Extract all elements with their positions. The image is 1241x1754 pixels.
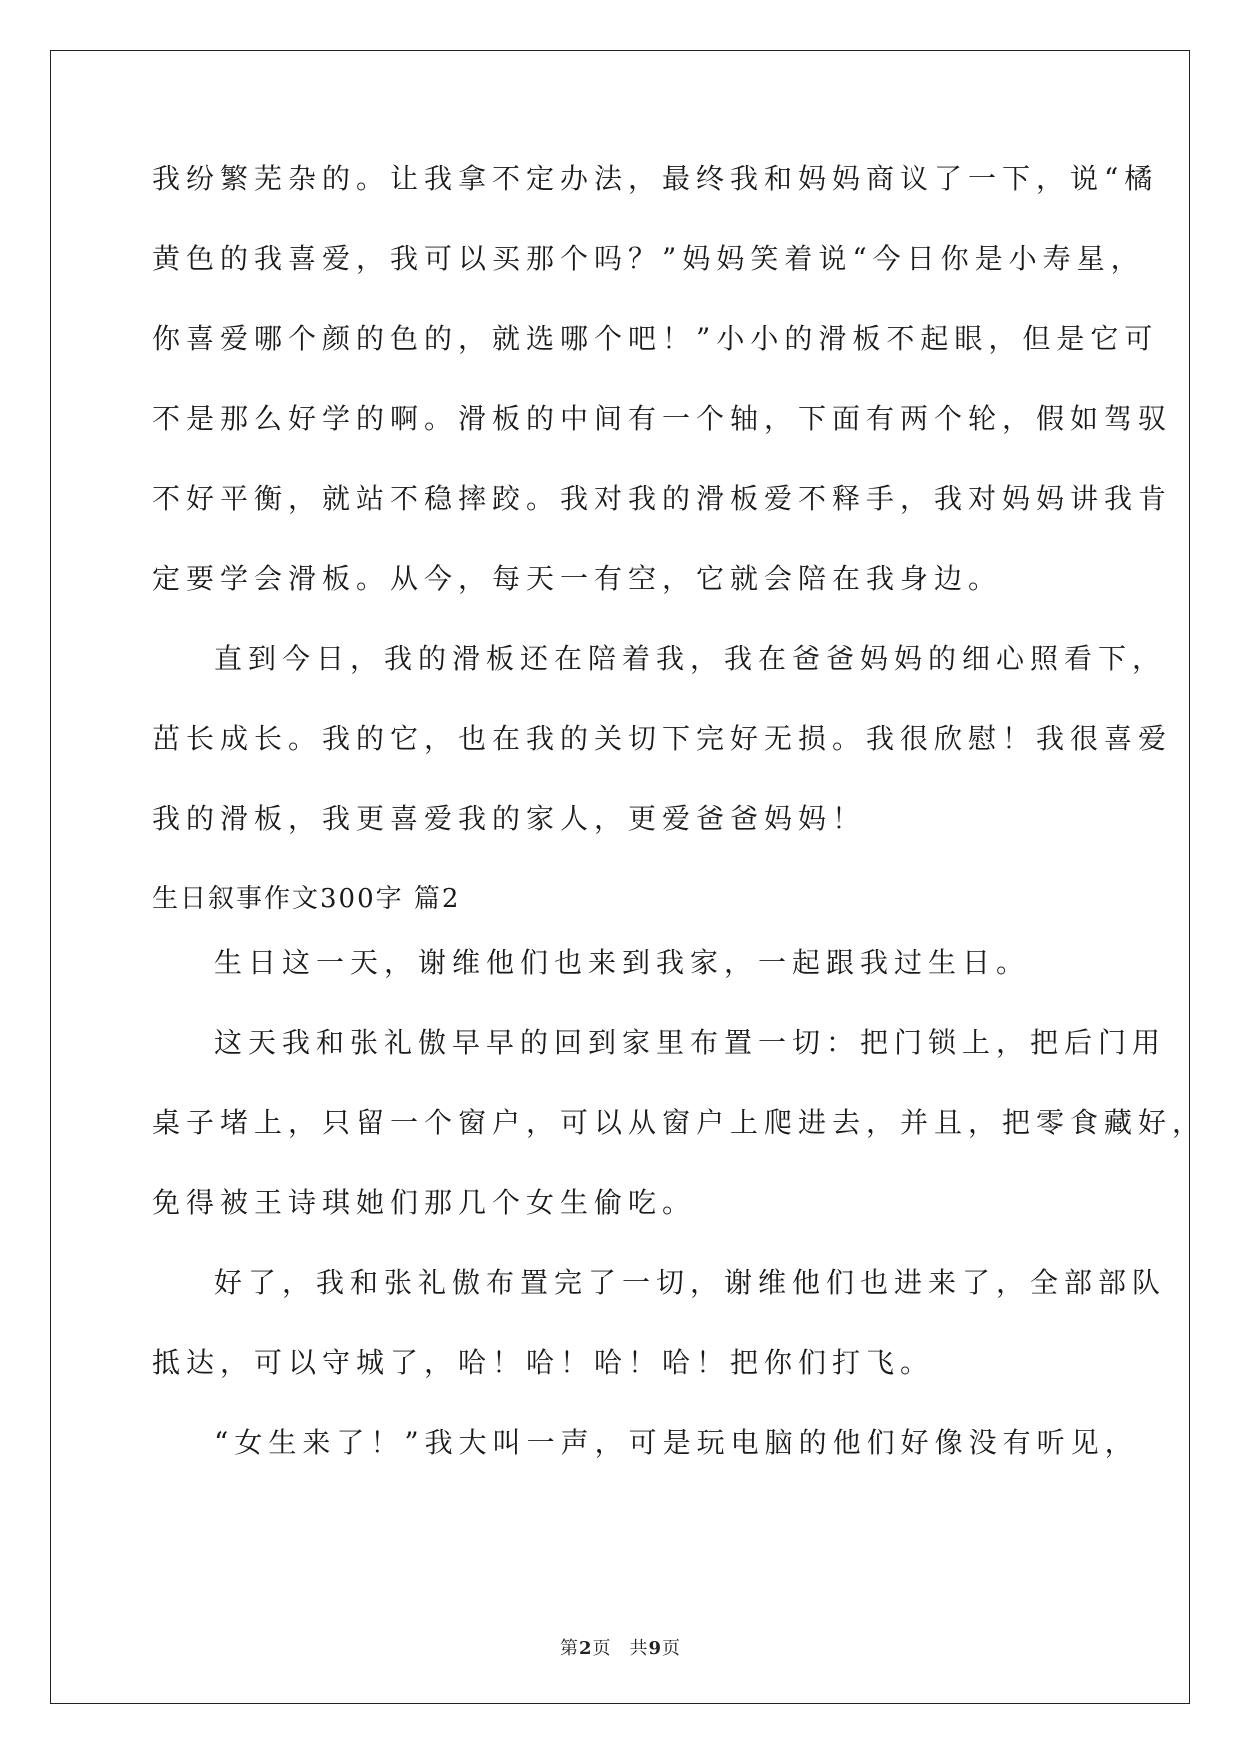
paragraph-line: 我纷繁芜杂的。让我拿不定办法，最终我和妈妈商议了一下，说“橘 [152,162,1159,195]
paragraph-line: 黄色的我喜爱，我可以买那个吗？”妈妈笑着说“今日你是小寿星， [152,242,1145,275]
section-heading: 生日叙事作文300字 篇2 [152,884,461,914]
paragraph-line: 这天我和张礼傲早早的回到家里布置一切：把门锁上，把后门用 [214,1026,1167,1059]
footer-total-suffix: 页 [662,1638,682,1659]
paragraph-line: 茁长成长。我的它，也在我的关切下完好无损。我很欣慰！我很喜爱 [152,722,1173,755]
footer-prefix: 第 [559,1638,579,1659]
paragraph-line: 定要学会滑板。从今，每天一有空，它就会陪在我身边。 [152,562,1003,595]
paragraph-line: “女生来了！”我大叫一声，可是玩电脑的他们好像没有听见， [214,1426,1139,1459]
paragraph-line: 好了，我和张礼傲布置完了一切，谢维他们也进来了，全部部队 [214,1266,1167,1299]
paragraph-line: 不是那么好学的啊。滑板的中间有一个轴，下面有两个轮，假如驾驭 [152,402,1173,435]
paragraph-line: 桌子堵上，只留一个窗户，可以从窗户上爬进去，并且，把零食藏好， [152,1106,1207,1139]
footer-page-suffix: 页 [592,1638,612,1659]
page-footer [0,1634,1241,1660]
paragraph-line: 抵达，可以守城了，哈！哈！哈！哈！把你们打飞。 [152,1346,935,1379]
footer-total-prefix: 共 [629,1638,649,1659]
page-number: 2 [578,1638,593,1659]
paragraph-line: 生日这一天，谢维他们也来到我家，一起跟我过生日。 [214,946,1031,979]
paragraph-line: 我的滑板，我更喜爱我的家人，更爱爸爸妈妈！ [152,802,867,835]
paragraph-line: 不好平衡，就站不稳摔跤。我对我的滑板爱不释手，我对妈妈讲我肯 [152,482,1173,515]
document-body [152,162,1207,1506]
paragraph-line: 直到今日，我的滑板还在陪着我，我在爸爸妈妈的细心照看下， [214,642,1167,675]
paragraph-line: 你喜爱哪个颜的色的，就选哪个吧！”小小的滑板不起眼，但是它可 [152,322,1159,355]
total-pages: 9 [648,1638,663,1659]
paragraph-line: 免得被王诗琪她们那几个女生偷吃。 [152,1186,697,1219]
